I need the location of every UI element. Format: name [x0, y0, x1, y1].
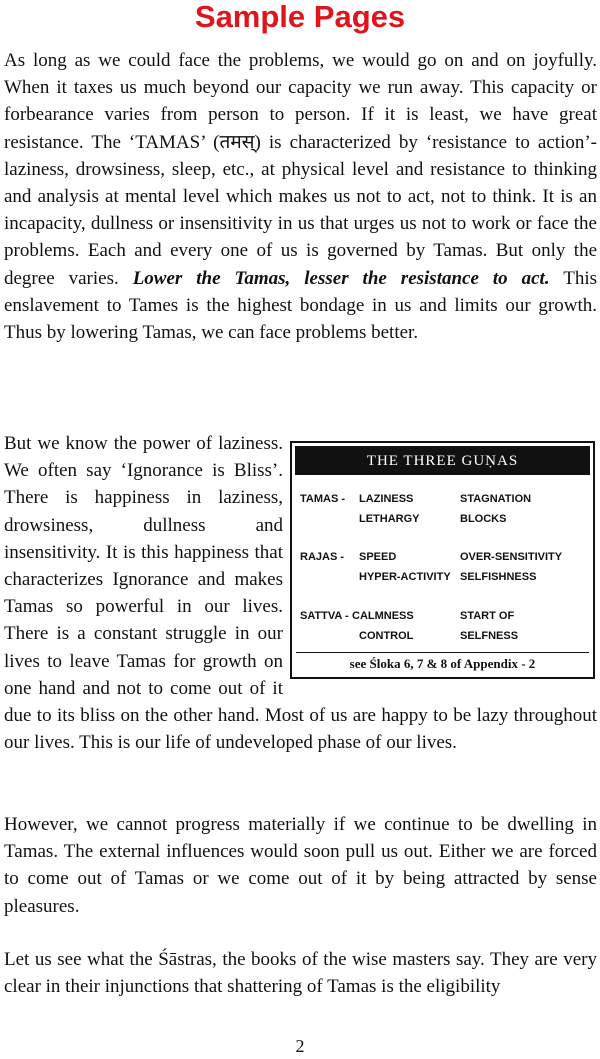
paragraph-text: This enslavement to Tames is the highest bondage in us and limits our growth. Thus by lowering Tamas, we can face problems better. — [4, 267, 597, 344]
guna-quality: SPEED — [359, 551, 397, 563]
guna-quality: OVER-SENSITIVITY — [460, 551, 563, 563]
guna-quality: START OF — [460, 610, 515, 622]
guna-quality: SELFNESS — [460, 630, 519, 642]
paragraph-progress: However, we cannot progress materially if we continue to be dwelling in Tamas. The external influences would soon pull us out. Either we are forced to come out of Tamas or we come out of it by being attracted by sense pleasures. — [4, 814, 597, 917]
emphasis-text: Lower the Tamas, lesser the resistance to act. — [132, 267, 550, 289]
guna-name: SATTVA - — [300, 610, 349, 622]
paragraph-text: But we know the power of laziness. We often say ‘Ignorance is Bliss’. There is happiness in laziness, drowsiness, dullness and insensitivity. It is this happiness that characterizes Ignorance and makes Tamas so powerful in our lives. There is a constant struggle in our lives to leave Tamas for growth on one hand and not to come out of it due to its bliss on the other hand. Most of us are happy to be lazy throughout our lives. This is our life of undeveloped phase of our lives. — [4, 433, 597, 754]
guna-quality: HYPER-ACTIVITY — [359, 571, 451, 583]
box-footer-reference: see Śloka 6, 7 & 8 of Appendix - 2 — [296, 652, 589, 673]
guna-quality: LAZINESS — [359, 493, 414, 505]
guna-quality: LETHARGY — [359, 513, 420, 525]
page-title: Sample Pages — [194, 0, 406, 34]
guna-name: RAJAS - — [300, 551, 345, 563]
guna-quality: CONTROL — [359, 630, 414, 642]
box-title: THE THREE GUṆAS — [295, 446, 590, 475]
paragraph-tamas-intro — [4, 47, 597, 346]
guna-quality: BLOCKS — [460, 513, 507, 525]
guna-quality: STAGNATION — [460, 493, 532, 505]
three-gunas-box — [290, 441, 595, 679]
paragraph-text: As long as we could face the problems, we would go on and on joyfully. When it taxes us much beyond our capacity we run away. This capacity or forbearance varies from person to person. If it is least, we have great resistance. The ‘TAMAS’ (तमस्) is characterized by ‘resistance to action’- laziness, drowsiness, sleep, etc., at physical level and resistance to thinking and analysis at mental level which makes us not to act, not to think. It is an incapacity, dullness or insensitivity in us that urges us not to work or face the problems. Each and every one of us is governed by Tamas. But only the degree varies. — [4, 50, 597, 289]
guna-quality: CALMNESS — [352, 610, 414, 622]
guna-name: TAMAS - — [300, 493, 346, 505]
paragraph-sastras: Let us see what the Śāstras, the books of the wise masters say. They are very clear in their injunctions that shattering of Tamas is the eligibility — [4, 949, 597, 998]
page-number: 2 — [295, 1036, 305, 1056]
guna-quality: SELFISHNESS — [460, 571, 537, 583]
